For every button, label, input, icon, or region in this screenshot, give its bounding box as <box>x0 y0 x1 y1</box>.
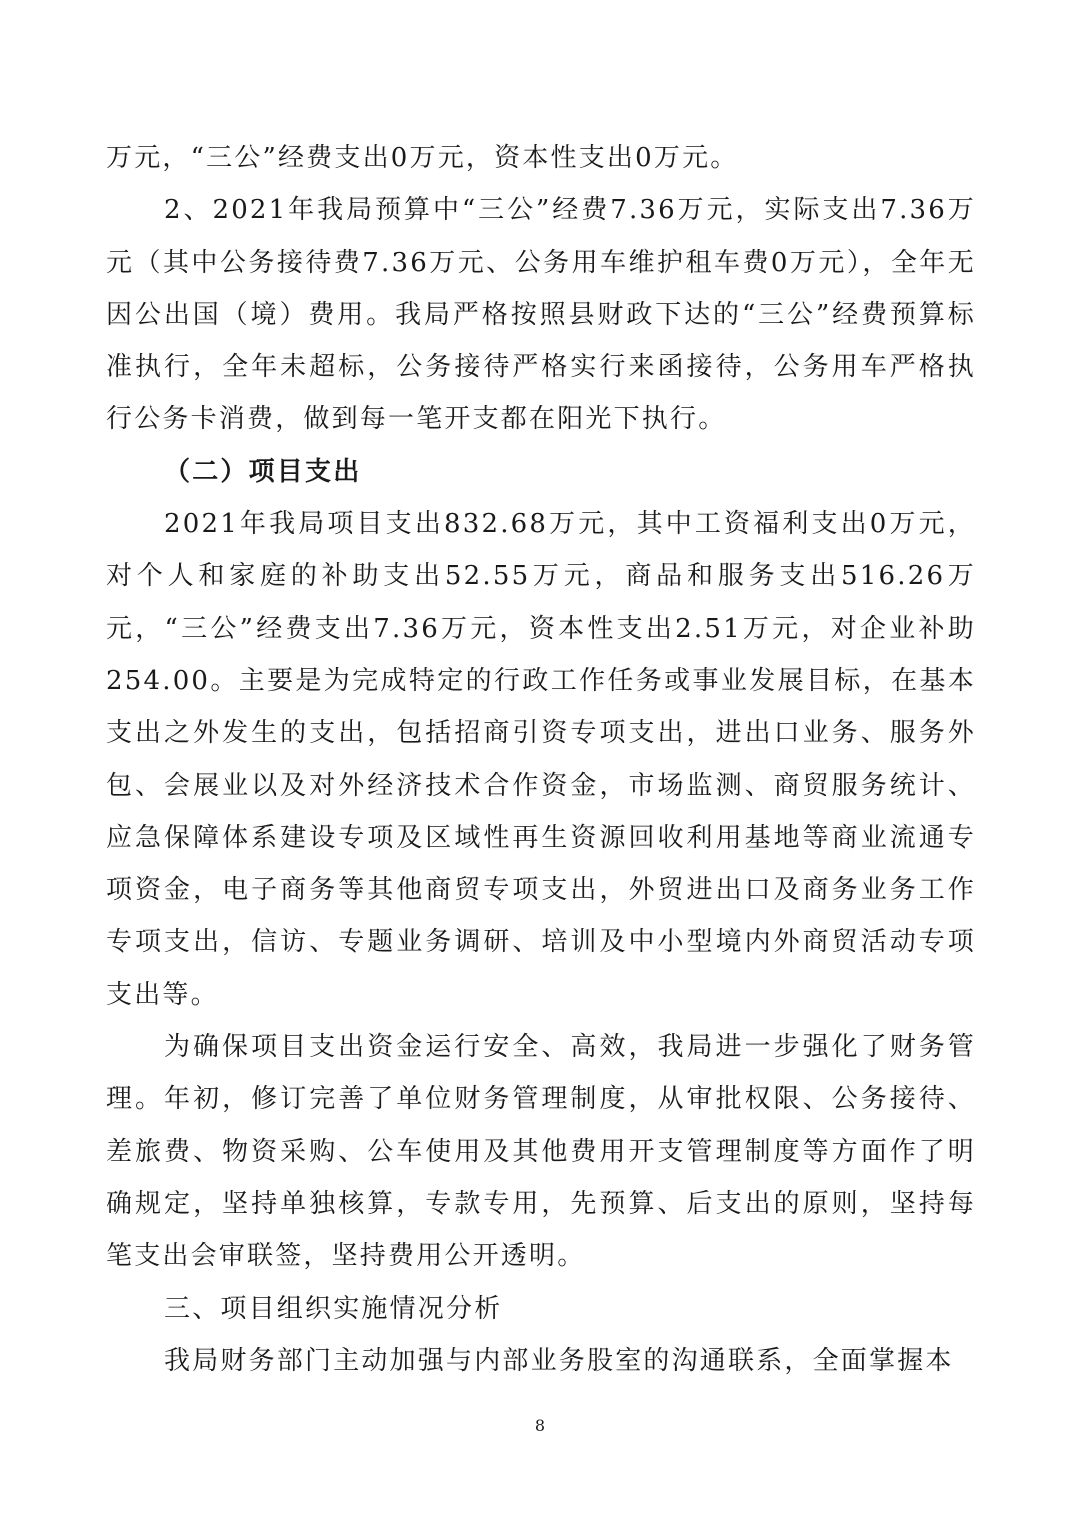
paragraph-continuation: 万元，“三公”经费支出0万元，资本性支出0万元。 <box>106 143 739 173</box>
paragraph-implementation: 我局财务部门主动加强与内部业务股室的沟通联系，全面掌握本 <box>164 1345 954 1376</box>
paragraph-financial-management: 为确保项目支出资金运行安全、高效，我局进一步强化了财务管理。年初，修订完善了单位财务管理制度，从审批权限、公务接待、差旅费、物资采购、公车使用及其他费用开支管理制度等方面作了明确规定，坚持单独核算，专款专用，先预算、后支出的原则，坚持每笔支出会审联签，坚持费用公开透明。 <box>106 1032 976 1272</box>
section-heading-implementation-analysis: 三、项目组织实施情况分析 <box>164 1293 503 1324</box>
section-heading-project-expenditure: （二）项目支出 <box>164 456 362 487</box>
body-text <box>106 132 976 1387</box>
page-number: 8 <box>534 1416 546 1435</box>
paragraph-project-expenditure: 2021年我局项目支出832.68万元，其中工资福利支出0万元，对个人和家庭的补助支出52.55万元，商品和服务支出516.26万元，“三公”经费支出7.36万元，资本性支出2.51万元，对企业补助254.00。主要是为完成特定的行政工作任务或事业发展目标，在基本支出之外发生的支出，包括招商引资专项支出，进出口业务、服务外包、会展业以及对外经济技术合作资金，市场监测、商贸服务统计、应急保障体系建设专项及区域性再生资源回收利用基地等商业流通专项资金，电子商务等其他商贸专项支出，外贸进出口及商务业务工作专项支出，信访、专题业务调研、培训及中小型境内外商贸活动专项支出等。 <box>106 509 976 1010</box>
paragraph-three-public-expenses: 2、2021年我局预算中“三公”经费7.36万元，实际支出7.36万元（其中公务接待费7.36万元、公务用车维护租车费0万元），全年无因公出国（境）费用。我局严格按照县财政下达的“三公”经费预算标准执行，全年未超标，公务接待严格实行来函接待，公务用车严格执行公务卡消费，做到每一笔开支都在阳光下执行。 <box>106 195 976 435</box>
